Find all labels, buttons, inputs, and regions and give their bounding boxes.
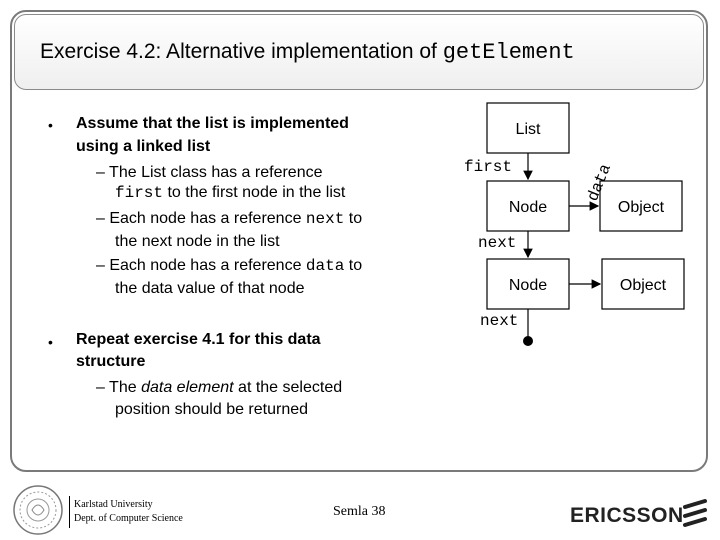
sub-bullet-2a-pre: – The — [96, 379, 142, 396]
department-name: Dept. of Computer Science — [74, 513, 183, 524]
object-1-label: Object — [617, 199, 665, 216]
sub-bullet-1b-text: – Each node has a reference — [96, 210, 306, 227]
code-first: first — [115, 184, 164, 202]
sub-bullet-1a-tail: to the first node in the list — [163, 184, 346, 201]
sub-bullet-2a-post: at the selected — [233, 379, 343, 396]
ericsson-logo-icon — [682, 497, 708, 531]
bullet-2-line-1: Repeat exercise 4.1 for this data — [76, 331, 321, 348]
bullet-1-line-1: Assume that the list is implemented — [76, 115, 349, 132]
object-2-label: Object — [619, 277, 667, 294]
sub-bullet-2a-cont: position should be returned — [115, 401, 309, 418]
bullet-marker: • — [48, 334, 53, 350]
next-label-1: next — [478, 234, 517, 252]
node-2-label: Node — [508, 277, 548, 294]
slide-number: Semla 38 — [333, 504, 386, 519]
footer-divider — [69, 496, 70, 528]
next-label-2: next — [480, 312, 519, 330]
slide-title-text: Exercise 4.2: Alternative implementation of — [40, 40, 443, 63]
slide-title-code: getElement — [442, 40, 575, 65]
list-label: List — [515, 121, 541, 138]
sub-bullet-1c-text: – Each node has a reference — [96, 257, 306, 274]
sub-bullet-1a: – The List class has a reference — [96, 164, 323, 181]
null-terminator-dot — [523, 336, 533, 346]
university-name: Karlstad University — [74, 499, 153, 510]
sub-bullet-1b-cont: the next node in the list — [115, 233, 280, 250]
bullet-1-line-2: using a linked list — [76, 138, 211, 155]
code-data: data — [305, 257, 345, 275]
university-seal-icon — [12, 484, 64, 536]
sub-bullet-1b-tail: to — [344, 210, 363, 227]
node-1-label: Node — [508, 199, 548, 216]
first-label: first — [464, 158, 513, 176]
code-next: next — [305, 210, 345, 228]
sub-bullet-1c-tail: to — [344, 257, 363, 274]
ericsson-wordmark: ERICSSON — [570, 504, 684, 527]
sub-bullet-1c-cont: the data value of that node — [115, 280, 305, 297]
bullet-2-line-2: structure — [76, 353, 146, 370]
data-label: data — [583, 161, 616, 204]
emphasis-data-element: data element — [141, 379, 234, 396]
bullet-marker: • — [48, 117, 53, 133]
